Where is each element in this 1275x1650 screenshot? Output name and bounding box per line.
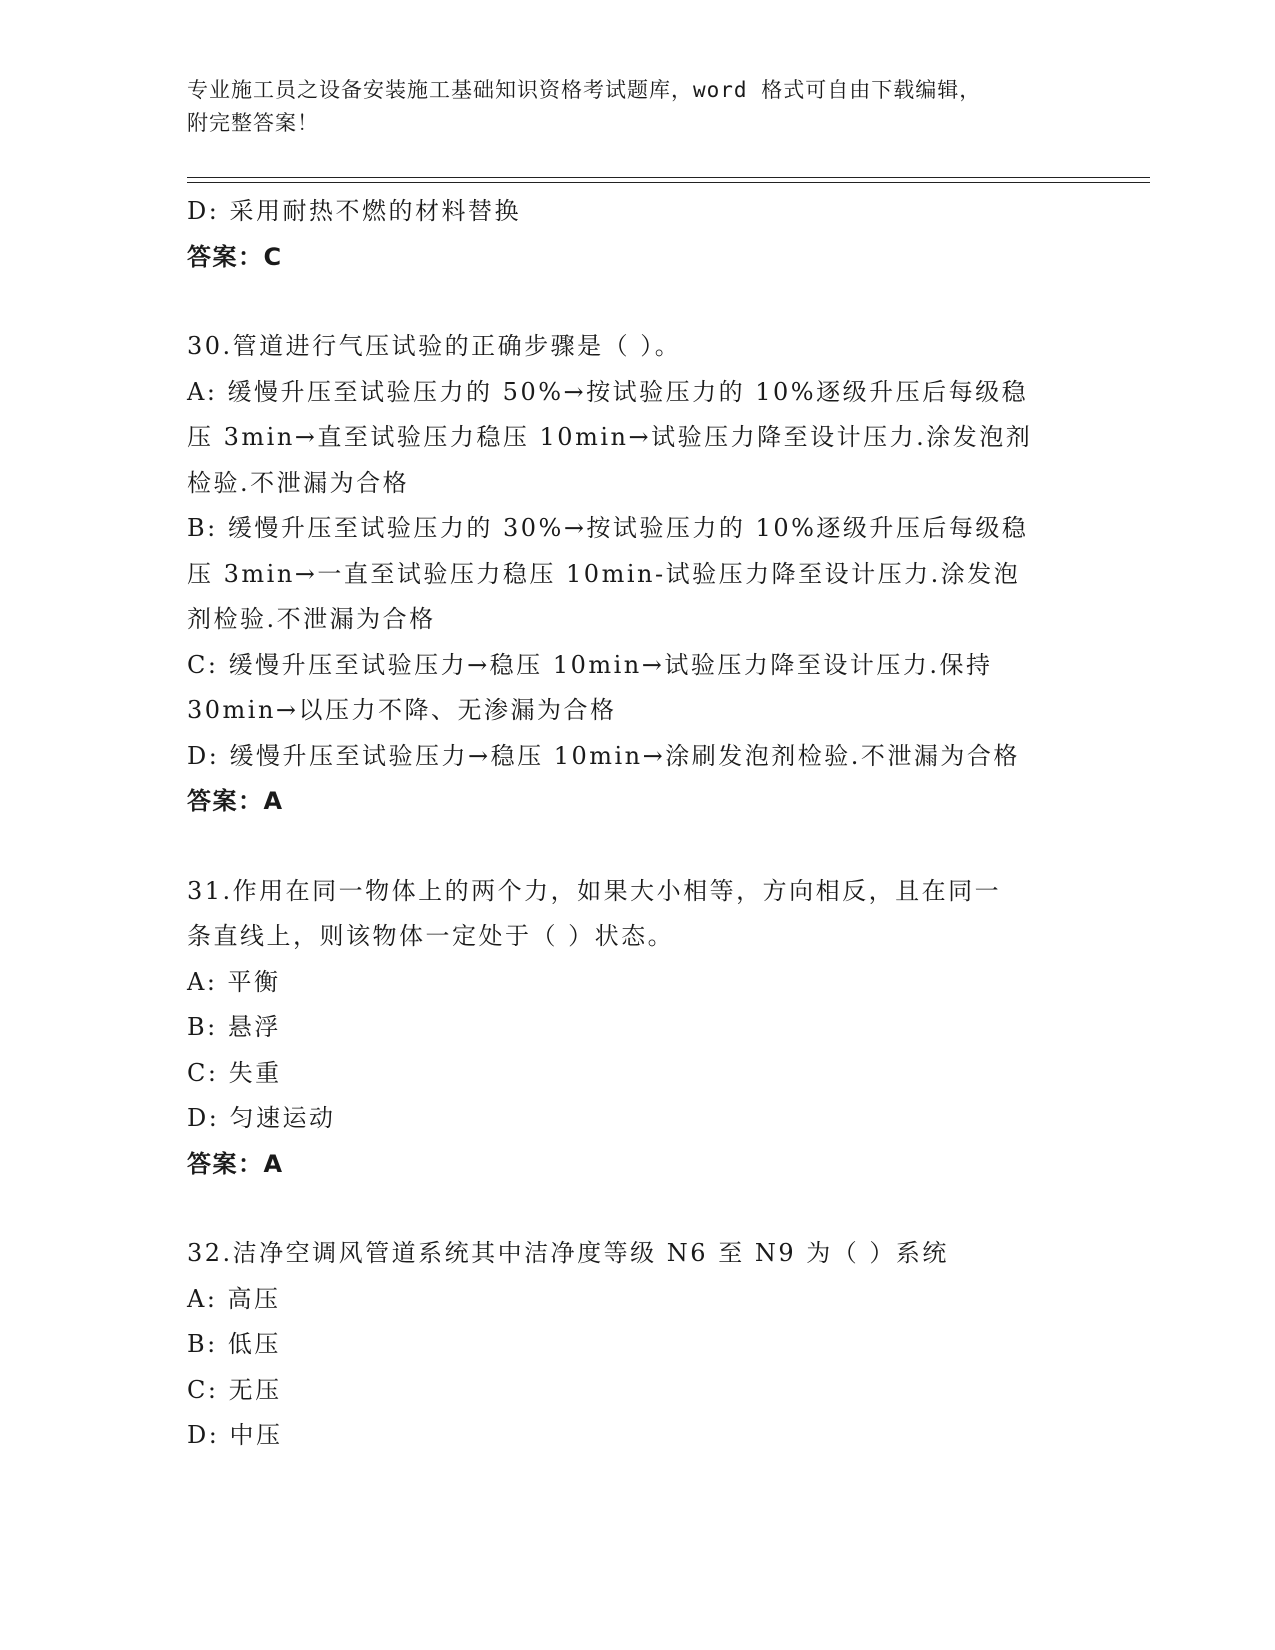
question-spacer	[187, 1187, 1117, 1231]
question-stem: 30.管道进行气压试验的正确步骤是（ ）。	[187, 332, 682, 360]
option-c: C: 缓慢升压至试验压力→稳压 10min→试验压力降至设计压力.保持	[187, 650, 993, 679]
option-a: A: 高压	[187, 1284, 281, 1313]
option-c: C: 失重	[187, 1058, 282, 1087]
question-spacer	[187, 280, 1117, 324]
option-b: B: 低压	[187, 1330, 281, 1358]
option-d: D: 采用耐热不燃的材料替换	[187, 197, 521, 225]
question-31	[187, 869, 1117, 1188]
answer-line: 答案：C	[187, 242, 283, 271]
option-c: C: 无压	[187, 1375, 282, 1404]
option-d: D: 缓慢升压至试验压力→稳压 10min→涂刷发泡剂检验.不泄漏为合格	[187, 741, 1020, 770]
question-stem: 31.作用在同一物体上的两个力，如果大小相等，方向相反，且在同一	[187, 876, 1002, 905]
option-c-continued: 30min→以压力不降、无渗漏为合格	[187, 696, 617, 724]
question-30	[187, 324, 1117, 825]
option-d: D: 匀速运动	[187, 1104, 336, 1132]
option-b: B: 缓慢升压至试验压力的 30%→按试验压力的 10%逐级升压后每级稳	[187, 514, 1029, 542]
question-29-tail	[187, 189, 1117, 280]
option-a: A: 平衡	[187, 967, 281, 996]
question-32	[187, 1231, 1117, 1459]
question-stem: 32.洁净空调风管道系统其中洁净度等级 N6 至 N9 为（ ）系统	[187, 1239, 949, 1267]
header-title-line-2: 附完整答案！	[187, 111, 319, 135]
option-a: A: 缓慢升压至试验压力的 50%→按试验压力的 10%逐级升压后每级稳	[187, 377, 1029, 406]
option-d: D: 中压	[187, 1421, 283, 1449]
header-divider-top	[187, 177, 1150, 178]
header-title-line-1: 专业施工员之设备安装施工基础知识资格考试题库，word 格式可自由下载编辑，	[187, 78, 982, 102]
option-b-continued: 压 3min→一直至试验压力稳压 10min-试验压力降至设计压力.涂发泡	[187, 559, 1021, 588]
answer-line: 答案：A	[187, 1149, 284, 1178]
question-stem-continued: 条直线上，则该物体一定处于（ ）状态。	[187, 922, 675, 950]
question-spacer	[187, 825, 1117, 869]
answer-line: 答案：A	[187, 787, 284, 815]
option-b: B: 悬浮	[187, 1013, 281, 1041]
header-divider-bottom	[187, 182, 1150, 183]
question-list	[187, 189, 1117, 1459]
page-header	[187, 74, 1087, 140]
option-a-continued: 压 3min→直至试验压力稳压 10min→试验压力降至设计压力.涂发泡剂	[187, 423, 1033, 451]
option-a-continued: 检验.不泄漏为合格	[187, 468, 410, 497]
option-b-continued: 剂检验.不泄漏为合格	[187, 605, 436, 633]
